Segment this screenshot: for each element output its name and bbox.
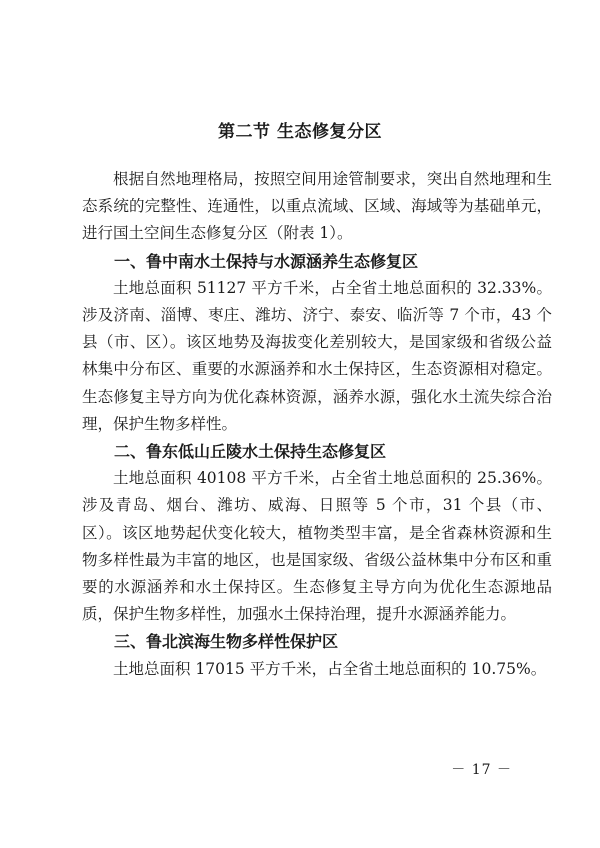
- subsection-paragraph-3: 土地总面积 17015 平方千米，占全省土地总面积的 10.75%。: [113, 659, 547, 678]
- subsection-paragraph-2: 土地总面积 40108 平方千米，占全省土地总面积的 25.36%。涉及青岛、烟台、潍坊、威海、日照等 5 个市，31 个县（市、区）。该区地势起伏变化较大，植物类型丰富，是全省森林资源和生物多样性最为丰富的地区，也是国家级、省级公益林集中分布区和重要的水源涵养和水土保持区。生态修复主导方向为优化生态源地品质，保护生物多样性，加强水土保持治理，提升水源涵养能力。: [82, 469, 552, 624]
- subsection-heading-3: 三、鲁北滨海生物多样性保护区: [114, 632, 339, 652]
- subsection-paragraph-1: 土地总面积 51127 平方千米，占全省土地总面积的 32.33%。涉及济南、淄博、枣庄、潍坊、济宁、泰安、临沂等 7 个市，43 个县（市、区）。该区地势及海拔变化差别较大，是国家级和省级公益林集中分布区、重要的水源涵养和水土保持区，生态资源相对稳定。生态修复主导方向为优化森林资源，涵养水源，强化水土流失综合治理，保护生物多样性。: [82, 278, 552, 433]
- document-body: [82, 166, 552, 683]
- subsection-heading-1: 一、鲁中南水土保持与水源涵养生态修复区: [114, 251, 419, 271]
- section-title: 第二节 生态修复分区: [218, 122, 382, 142]
- subsection-heading-2: 二、鲁东低山丘陵水土保持生态修复区: [114, 442, 387, 462]
- page-number: － 17 －: [451, 762, 512, 778]
- intro-paragraph: 根据自然地理格局，按照空间用途管制要求，突出自然地理和生态系统的完整性、连通性，以重点流域、区域、海域等为基础单元，进行国土空间生态修复分区（附表 1）。: [82, 170, 552, 243]
